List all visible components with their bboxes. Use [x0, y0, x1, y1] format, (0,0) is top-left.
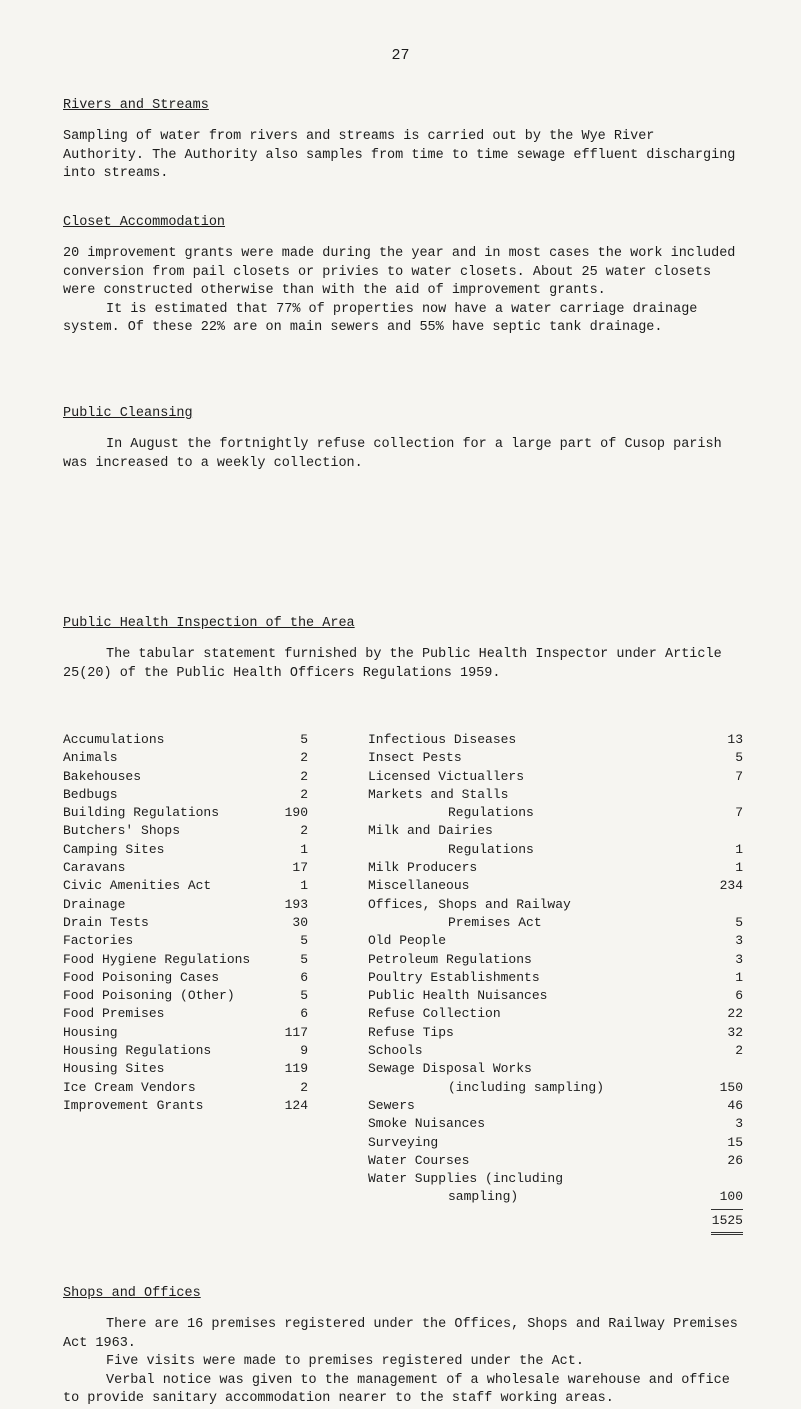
row-value: 6 [735, 988, 743, 1004]
row-value [703, 896, 743, 914]
row-label: Animals [63, 750, 118, 766]
table-row [63, 749, 308, 767]
row-value: 119 [284, 1061, 308, 1077]
table-row [368, 841, 743, 859]
table-row [368, 877, 743, 895]
table-row [63, 987, 308, 1005]
table-row [368, 1060, 743, 1078]
page-number: 27 [391, 47, 410, 64]
row-value: 2 [300, 750, 308, 766]
cleansing-text: In August the fortnightly refuse collection for a large part of Cusop parish was increased to a weekly collection. [63, 437, 722, 471]
rivers-text: Sampling of water from rivers and streams is carried out by the Wye River Authority. The Authority also samples from time to time sewage effluent discharging into streams. [63, 129, 736, 181]
row-value: 1 [300, 841, 308, 857]
row-label: Poultry Establishments [368, 969, 540, 985]
table-row [368, 749, 743, 767]
row-label: Petroleum Regulations [368, 951, 532, 967]
table-row [63, 804, 308, 822]
table-row [63, 1097, 308, 1115]
shops-heading: Shops and Offices [63, 1286, 201, 1301]
closet-paragraph-1: 20 improvement grants were made during the year and in most cases the work included conversion from pail closets or privies to water closets. About 25 water closets were constructed otherwise than with the aid of improvement grants. [63, 246, 736, 298]
row-label: Insect Pests [368, 750, 462, 766]
row-value [703, 1170, 743, 1188]
shops-section [63, 1286, 743, 1409]
row-label: Improvement Grants [63, 1097, 204, 1113]
row-label: Regulations [448, 805, 534, 821]
row-label: (including sampling) [448, 1079, 605, 1095]
row-label: Public Health Nuisances [368, 988, 548, 1004]
grand-total: 1525 [711, 1212, 743, 1228]
table-row [63, 969, 308, 987]
total-rule [711, 1209, 743, 1210]
table-row [368, 1134, 743, 1152]
row-label: Housing [63, 1024, 118, 1040]
table-row [368, 969, 743, 987]
table-row [368, 914, 743, 932]
inspection-left-column [63, 731, 308, 1115]
table-row [63, 1005, 308, 1023]
row-value: 5 [300, 732, 308, 747]
row-label: Water Supplies (including [368, 1171, 564, 1187]
row-value: 5 [300, 933, 308, 949]
table-row [368, 987, 743, 1005]
table-row [63, 1024, 308, 1042]
row-label: Sewers [368, 1097, 415, 1113]
row-value: 30 [292, 914, 308, 930]
row-label: Markets and Stalls [368, 786, 509, 802]
row-label: Food Hygiene Regulations [63, 951, 251, 967]
cleansing-section [63, 406, 743, 473]
row-label: sampling) [448, 1189, 519, 1205]
total-double-rule [711, 1232, 743, 1235]
row-label: Factories [63, 933, 134, 949]
table-row [368, 1170, 743, 1188]
row-value: 2 [300, 768, 308, 784]
row-value: 22 [727, 1006, 743, 1022]
row-value: 124 [284, 1097, 308, 1113]
row-label: Bedbugs [63, 786, 118, 802]
row-value: 1 [735, 860, 743, 876]
inspection-right-column [368, 731, 743, 1247]
row-value: 5 [300, 951, 308, 967]
row-value: 5 [735, 914, 743, 930]
row-label: Accumulations [63, 732, 165, 747]
row-value: 5 [300, 988, 308, 1004]
row-value: 7 [735, 805, 743, 821]
table-row [63, 877, 308, 895]
row-label: Old People [368, 933, 447, 949]
closet-paragraph-2: It is estimated that 77% of properties now have a water carriage drainage system. Of these 22% are on main sewers and 55% have septic tank drainage. [63, 301, 698, 335]
row-value: 3 [735, 1116, 743, 1132]
row-value: 2 [735, 1043, 743, 1059]
table-row [368, 731, 743, 749]
row-value: 9 [300, 1043, 308, 1059]
row-value: 2 [300, 823, 308, 839]
table-row [368, 768, 743, 786]
table-row [368, 1079, 743, 1097]
row-label: Ice Cream Vendors [63, 1079, 196, 1095]
table-row [63, 822, 308, 840]
inspection-intro: The tabular statement furnished by the Public Health Inspector under Article 25(20) of the Public Health Officers Regulations 1959. [63, 647, 722, 681]
shops-paragraph-1: There are 16 premises registered under the Offices, Shops and Railway Premises Act 1963. [63, 1317, 738, 1351]
row-label: Infectious Diseases [368, 732, 517, 747]
closet-section [63, 215, 743, 338]
inspection-heading: Public Health Inspection of the Area [63, 616, 355, 631]
row-value: 17 [292, 860, 308, 876]
row-label: Food Premises [63, 1006, 165, 1022]
row-value: 190 [284, 805, 308, 821]
table-row [63, 932, 308, 950]
table-row [368, 822, 743, 840]
inspection-section [63, 616, 743, 683]
row-label: Housing Regulations [63, 1043, 212, 1059]
table-row [63, 1079, 308, 1097]
row-label: Bakehouses [63, 768, 142, 784]
row-value: 193 [284, 896, 308, 912]
table-row [63, 786, 308, 804]
table-row [368, 1152, 743, 1170]
row-label: Butchers' Shops [63, 823, 181, 839]
row-label: Regulations [448, 841, 534, 857]
row-label: Caravans [63, 860, 126, 876]
row-value: 6 [300, 969, 308, 985]
row-value: 150 [719, 1079, 743, 1095]
shops-paragraph-3: Verbal notice was given to the management of a wholesale warehouse and office to provide sanitary accommodation nearer to the staff working areas. [63, 1372, 730, 1406]
row-label: Food Poisoning (Other) [63, 988, 235, 1004]
table-row [63, 768, 308, 786]
row-value: 26 [727, 1152, 743, 1168]
table-row [63, 841, 308, 859]
table-row [63, 896, 308, 914]
row-label: Milk and Dairies [368, 823, 493, 839]
table-row [368, 1115, 743, 1133]
row-label: Drain Tests [63, 914, 149, 930]
table-row [63, 731, 308, 749]
table-row [63, 859, 308, 877]
row-value: 6 [300, 1006, 308, 1022]
row-label: Offices, Shops and Railway [368, 896, 571, 912]
table-row [368, 932, 743, 950]
row-value: 234 [719, 878, 743, 894]
row-label: Drainage [63, 896, 126, 912]
row-label: Refuse Collection [368, 1006, 501, 1022]
table-row [63, 1042, 308, 1060]
row-label: Civic Amenities Act [63, 878, 212, 894]
row-value: 46 [727, 1097, 743, 1113]
row-label: Refuse Tips [368, 1024, 454, 1040]
row-value: 1 [300, 878, 308, 894]
row-value: 7 [735, 768, 743, 784]
row-value: 15 [727, 1134, 743, 1150]
row-value: 1 [735, 841, 743, 857]
total-block [368, 1207, 743, 1247]
table-row [368, 1024, 743, 1042]
row-label: Camping Sites [63, 841, 165, 857]
row-label: Premises Act [448, 914, 542, 930]
row-value: 3 [735, 933, 743, 949]
table-row [63, 951, 308, 969]
row-label: Housing Sites [63, 1061, 165, 1077]
row-label: Miscellaneous [368, 878, 470, 894]
shops-paragraph-2: Five visits were made to premises registered under the Act. [106, 1354, 584, 1369]
table-row [368, 1188, 743, 1206]
table-row [368, 951, 743, 969]
table-row [368, 859, 743, 877]
row-label: Building Regulations [63, 805, 220, 821]
row-value: 13 [727, 732, 743, 747]
table-row [368, 1097, 743, 1115]
table-row [63, 1060, 308, 1078]
row-value: 117 [284, 1024, 308, 1040]
row-value: 2 [300, 1079, 308, 1095]
row-value: 100 [719, 1189, 743, 1205]
table-row [368, 804, 743, 822]
table-row [368, 1005, 743, 1023]
row-value: 1 [735, 969, 743, 985]
row-value [703, 1060, 743, 1078]
row-value: 32 [727, 1024, 743, 1040]
row-label: Schools [368, 1043, 423, 1059]
row-label: Milk Producers [368, 860, 478, 876]
row-value [703, 786, 743, 804]
row-label: Surveying [368, 1134, 439, 1150]
rivers-section [63, 98, 743, 184]
rivers-heading: Rivers and Streams [63, 98, 209, 113]
table-row [63, 914, 308, 932]
row-value: 2 [300, 786, 308, 802]
row-value [703, 822, 743, 840]
row-value: 5 [735, 750, 743, 766]
row-label: Water Courses [368, 1152, 470, 1168]
row-label: Sewage Disposal Works [368, 1061, 532, 1077]
row-label: Licensed Victuallers [368, 768, 525, 784]
cleansing-heading: Public Cleansing [63, 406, 193, 421]
row-label: Smoke Nuisances [368, 1116, 486, 1132]
row-label: Food Poisoning Cases [63, 969, 220, 985]
table-row [368, 896, 743, 914]
table-row [368, 786, 743, 804]
row-value: 3 [735, 951, 743, 967]
closet-heading: Closet Accommodation [63, 215, 226, 230]
table-row [368, 1042, 743, 1060]
